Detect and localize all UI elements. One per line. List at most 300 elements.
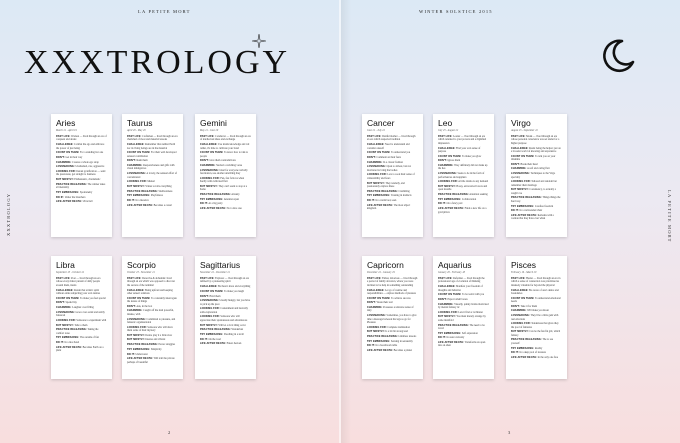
entry-text: Laughter over filling <box>71 306 94 310</box>
entry-text: Possesses a universe sense of duty <box>367 306 414 313</box>
sign-entry <box>200 338 251 341</box>
entry-text: Self expression <box>461 331 478 335</box>
entry-label: LOVEMAKING: <box>127 172 146 176</box>
sign-entry <box>127 338 178 341</box>
sign-entry <box>56 156 107 159</box>
sign-card-libra <box>51 256 112 379</box>
entry-label: TRY EMBRACING: <box>511 346 535 350</box>
entry-label: LIFE AFTER DEATH: <box>438 207 465 211</box>
sign-card-capricorn <box>362 256 423 379</box>
sign-entry <box>200 202 251 205</box>
sign-entry <box>200 333 251 336</box>
entry-text: Wanderlust <box>230 328 244 332</box>
sign-entry <box>127 159 178 162</box>
sign-entry <box>367 156 418 159</box>
entry-text: Consistency, to actually a tough love <box>511 188 556 195</box>
entry-text: Caught off the mad powerful, intense, with <box>127 309 174 316</box>
entry-text: Is a bit bit strong lead <box>384 330 408 334</box>
entry-text: Bossy, extroverted lovers and open mouths <box>438 184 488 192</box>
entry-label: PAST LIFE: <box>127 135 142 138</box>
entry-text: Desire play it a little slow <box>144 333 173 337</box>
sign-entry <box>511 322 562 329</box>
folio-left: 2 <box>168 430 171 435</box>
sign-entry <box>200 324 251 327</box>
entry-text: To understand emotional needs <box>511 296 561 304</box>
entry-label: CHARMING: <box>127 309 143 313</box>
entry-label: LIFE AFTER DEATH: <box>367 203 394 207</box>
entry-text: Instant gratification — send the passionate, get straight to business <box>56 170 106 177</box>
entry-text: Responsiveness and gifts with visual indulgences <box>127 164 175 171</box>
entry-text: Carefree freedom <box>534 204 554 208</box>
entry-label: DO IT: <box>127 199 135 203</box>
sparkle-icon <box>252 34 266 48</box>
entry-label: CHARMING: <box>367 160 383 164</box>
entry-label: LIFE AFTER DEATH: <box>200 207 227 211</box>
sign-entry <box>56 319 107 322</box>
sign-dates: October 23 - November 21 <box>127 271 155 274</box>
sign-name: Leo <box>438 118 453 128</box>
entry-text: The to see yourself <box>511 338 554 345</box>
entry-text: Complete domination <box>386 325 410 329</box>
entry-text: They tenderly, and passionately explore these <box>367 181 405 188</box>
sign-entry <box>56 324 107 327</box>
entry-label: CHALLENGE: <box>200 285 218 289</box>
sign-entry <box>200 143 251 150</box>
sign-entry <box>438 193 489 196</box>
entry-text: To be weird with you <box>461 293 485 297</box>
entry-label: PRACTICE RELEASING: <box>56 328 87 332</box>
sign-entry <box>127 326 178 333</box>
entry-text: At a big party <box>207 202 223 206</box>
entry-label: CHALLENGE: <box>511 146 529 150</box>
sign-entry <box>438 341 489 348</box>
entry-text: Will let a rival thing occur <box>217 323 246 327</box>
entry-text: On the road <box>207 337 221 341</box>
sign-entry <box>56 336 107 339</box>
entry-label: COUNT ON THEM: <box>127 151 151 155</box>
sign-entry <box>56 151 107 154</box>
entry-label: BUT MOSTLY: <box>200 323 218 327</box>
sign-dates: June 21 - July 22 <box>367 129 385 132</box>
sign-entry <box>511 172 562 179</box>
sign-entry <box>511 135 562 145</box>
entry-text: Simplicity <box>150 347 162 351</box>
entry-text: Explorer — lived through an era defined by a pioneering spirit <box>200 277 249 284</box>
sign-entry <box>127 194 178 197</box>
entry-label: PAST LIFE: <box>438 277 453 280</box>
entry-label: DO IT: <box>367 344 375 348</box>
entry-text: To talk you on your dilemma <box>511 154 556 162</box>
entry-text: Crumbling <box>397 189 410 193</box>
entry-text: Tailored and random but remember their marriage <box>511 180 557 187</box>
entry-label: LIFE AFTER DEATH: <box>127 357 154 361</box>
entry-text: Mutual <box>146 180 155 184</box>
entry-text: Under the bleachers <box>64 195 86 199</box>
entry-label: LOOKING FOR: <box>367 325 387 329</box>
entry-label: DO IT: <box>200 202 208 206</box>
entry-label: CHARMING: <box>438 164 454 168</box>
entry-text: Sometimes, you have to give time a message between the legs so go for Pleasure <box>367 314 417 324</box>
entry-text: Collaboration <box>461 197 477 201</box>
sign-entry <box>200 198 251 201</box>
entry-label: COUNT ON THEM: <box>127 296 151 300</box>
sign-entry <box>200 159 251 162</box>
entry-label: DON'T: <box>511 162 520 166</box>
running-head-left: LA PETITE MORT <box>138 9 191 14</box>
entry-label: LOVEMAKING: <box>56 310 75 314</box>
entry-label: TRY EMBRACING: <box>127 347 151 351</box>
entry-text: Committed to pleasure, and fantastic organisational <box>127 317 176 324</box>
entry-label: TRY EMBRACING: <box>56 190 80 194</box>
entry-label: PAST LIFE: <box>56 277 71 280</box>
entry-label: TRY EMBRACING: <box>56 336 80 340</box>
entry-label: LOVEMAKING: <box>511 314 530 318</box>
entry-text: Ideal for everyone verbally fascination, use another unwilling they <box>200 168 248 176</box>
entry-label: LOVEMAKING: <box>438 172 457 176</box>
entry-label: CHARMING: <box>367 306 383 310</box>
entry-label: PAST LIFE: <box>200 135 215 138</box>
sign-entry <box>127 164 178 171</box>
entry-label: LIFE AFTER DEATH: <box>511 213 538 217</box>
sign-entry <box>511 167 562 170</box>
sign-entry <box>56 346 107 353</box>
sign-entry <box>438 155 489 158</box>
sign-entry <box>438 180 489 183</box>
sign-entry <box>511 277 562 287</box>
sign-entry <box>127 297 178 304</box>
sign-entry <box>127 190 178 193</box>
entry-text: Be aware of one's desire and boundaries <box>511 288 559 295</box>
entry-text: The most abject kingdom <box>367 203 411 211</box>
entry-label: PRACTICE RELEASING: <box>438 193 469 197</box>
entry-text: In a boardroom table <box>374 344 398 348</box>
entry-text: Rush them <box>135 159 148 163</box>
entry-text: Reformer — lived through the professional age of evolution of thinking <box>438 277 485 284</box>
sign-entry <box>367 151 418 154</box>
sign-entry <box>367 297 418 300</box>
entry-label: PRACTICE RELEASING: <box>511 338 542 342</box>
entry-label: BUT MOSTLY: <box>511 188 529 192</box>
entry-label: CHALLENGE: <box>56 288 74 292</box>
entry-label: PAST LIFE: <box>438 135 453 138</box>
sign-entry <box>367 289 418 296</box>
entry-label: CHARMING: <box>56 160 72 164</box>
side-label-right: LA PETITE MORT <box>667 190 672 243</box>
sign-entry <box>367 326 418 329</box>
entry-label: TRY EMBRACING: <box>367 339 391 343</box>
entry-label: COUNT ON THEM: <box>200 289 224 293</box>
sign-entry <box>127 353 178 356</box>
sign-name: Aquarius <box>438 260 472 270</box>
sign-entry <box>200 290 251 293</box>
sign-entry <box>56 297 107 300</box>
entry-text: Visually, quirky brains motivated by mental fantasy tic <box>438 302 489 310</box>
entry-label: PRACTICE RELEASING: <box>127 189 158 193</box>
entry-label: COUNT ON THEM: <box>367 151 391 155</box>
sign-entry <box>200 328 251 331</box>
entry-text: Manifest your freedom of thoughts and behavior <box>438 285 483 292</box>
sign-entry <box>367 165 418 172</box>
sign-entry <box>127 172 178 179</box>
entry-label: LOVEMAKING: <box>511 172 530 176</box>
entry-label: COUNT ON THEM: <box>56 151 80 155</box>
sign-dates: November 22 - December 21 <box>200 271 230 274</box>
sign-entry <box>200 193 251 196</box>
sign-entry <box>367 277 418 287</box>
entry-text: Creates a whole ego strap <box>71 160 99 164</box>
entry-label: LOVEMAKING: <box>367 165 386 169</box>
sign-dates: February 19 - March 20 <box>511 271 537 274</box>
sign-entry <box>367 340 418 343</box>
entry-text: Grace over aerial and subtly balanced <box>56 310 105 318</box>
entry-label: DO IT: <box>511 351 519 355</box>
sign-entry <box>127 135 178 142</box>
sign-name: Pisces <box>511 260 537 270</box>
sign-entry <box>56 311 107 318</box>
entry-label: PRACTICE RELEASING: <box>200 328 231 332</box>
sign-entry <box>127 318 178 325</box>
sign-entry <box>56 289 107 296</box>
entry-text: Detective & alchemist: lived through an era which was opposed to discover the secrets of the terminal <box>127 277 176 287</box>
entry-label: CHARMING: <box>438 302 454 306</box>
sign-entry <box>200 277 251 284</box>
entry-label: DO IT: <box>56 341 64 345</box>
sign-entry <box>200 177 251 184</box>
entry-label: LOOKING FOR: <box>200 315 220 319</box>
entry-text: Transforms an open into an alien <box>438 341 486 348</box>
side-label-left: XXXTROLOGY <box>6 192 11 236</box>
entry-label: DON'T: <box>56 155 65 159</box>
entry-label: PAST LIFE: <box>511 135 526 138</box>
sign-entry <box>511 180 562 187</box>
entry-label: TRY EMBRACING: <box>511 204 535 208</box>
entry-label: CHARMING: <box>200 164 216 168</box>
entry-text: Unabashed, raw, aggressive <box>74 165 105 169</box>
sign-card-gemini <box>195 114 256 237</box>
gutter-shadow <box>341 0 351 443</box>
entry-label: LOOKING FOR: <box>127 325 147 329</box>
entry-text: Someone to experiment with <box>75 318 107 322</box>
entry-label: PRACTICE RELEASING: <box>367 335 398 339</box>
entry-text: To know how to talk to people <box>200 151 249 158</box>
entry-label: PRACTICE RELEASING: <box>127 343 158 347</box>
entry-label: DON'T: <box>200 294 209 298</box>
sign-entry <box>438 207 489 214</box>
sign-entry <box>127 204 178 207</box>
entry-text: The winner takes all mentality <box>56 182 106 190</box>
entry-label: CHARMING: <box>511 167 527 171</box>
entry-text: Remember that neither Earth nor its living beings are in the material <box>127 143 176 150</box>
entry-text: Tenderness that gives they the pool of fantasies <box>511 322 559 329</box>
sign-name: Aries <box>56 118 76 128</box>
entry-label: LOOKING FOR: <box>200 307 220 311</box>
entry-text: Expect small boxes <box>446 297 468 301</box>
entry-text: Let go of routine and responsibilities — explore methods of pleasure <box>367 288 416 295</box>
entry-text: The outside of fun <box>79 336 99 340</box>
sign-entry <box>438 159 489 162</box>
sign-dates: December 22 - January 19 <box>367 271 395 274</box>
sign-entry <box>56 165 107 168</box>
sign-entry <box>511 351 562 354</box>
entry-text: Need to understand and consider oneself <box>367 143 410 150</box>
entry-label: CHALLENGE: <box>367 143 385 147</box>
sign-entry <box>438 311 489 314</box>
sign-entry <box>438 185 489 192</box>
entry-label: COUNT ON THEM: <box>511 296 535 300</box>
entry-text: Break their heart <box>519 162 538 166</box>
entry-text: Craftsman — lived through an era cherished of most and material lessons <box>127 135 178 142</box>
sign-entry <box>127 199 178 202</box>
sign-card-leo <box>433 114 494 237</box>
sign-name: Cancer <box>367 118 395 128</box>
sign-entry <box>511 356 562 359</box>
entry-label: DON'T: <box>200 159 209 163</box>
entry-text: Leader — lived through an era which returned to your powers and a dignified impression <box>438 135 487 145</box>
entry-label: LIFE AFTER DEATH: <box>438 341 465 345</box>
entry-label: CHALLENGE: <box>511 288 529 292</box>
sign-entry <box>511 196 562 203</box>
entry-label: TRY EMBRACING: <box>200 197 224 201</box>
entry-label: CHALLENGE: <box>438 146 456 150</box>
entry-text: Give them contradictions <box>208 159 236 163</box>
sign-entry <box>438 198 489 201</box>
entry-label: LOVEMAKING: <box>56 165 75 169</box>
entry-text: Dutiful mother — lived through an era which respected tradition <box>367 135 416 142</box>
entry-text: Open to almost, but not motivated to bring the bodies <box>367 165 411 172</box>
entry-text: Spontaneity <box>79 190 93 194</box>
entry-text: Lets it find or is thinner <box>457 310 483 314</box>
sign-entry <box>200 164 251 167</box>
entry-text: Conductor — lived through an era of intellectual ideas and exchange <box>200 135 251 142</box>
entry-label: CHALLENGE: <box>438 285 456 289</box>
sign-entry <box>367 190 418 193</box>
entry-text: In outer curiosity <box>445 336 465 340</box>
sign-entry <box>56 196 107 199</box>
entry-label: DO IT: <box>511 209 519 213</box>
entry-label: BUT MOSTLY: <box>127 333 145 337</box>
entry-text: Take it for them <box>519 304 538 308</box>
sign-entry <box>56 341 107 344</box>
sign-entry <box>367 143 418 150</box>
sign-entry <box>511 147 562 154</box>
entry-text: Underwater <box>134 352 148 356</box>
entry-label: COUNT ON THEM: <box>438 293 462 297</box>
entry-text: Seeks to be in the form of performances and suppliers <box>438 172 485 179</box>
page-title: XXXTROLOGY <box>24 44 291 81</box>
entry-text: On a fancy pad <box>445 202 463 206</box>
sign-entry <box>367 161 418 164</box>
sign-name: Scorpio <box>127 260 156 270</box>
entry-text: Becomes a planet <box>393 349 412 353</box>
entry-text: Dwelling in a stroll <box>223 332 244 336</box>
sign-entry <box>438 332 489 335</box>
entry-label: LOOKING FOR: <box>511 322 531 326</box>
entry-text: Attention span <box>223 197 239 201</box>
sign-entry <box>438 303 489 310</box>
entry-label: LIFE AFTER DEATH: <box>127 203 154 207</box>
entry-text: In a deep pool of treasure <box>518 351 546 355</box>
entry-label: BUT MOSTLY: <box>438 184 456 188</box>
entry-label: BUT MOSTLY: <box>200 184 218 188</box>
sign-entry <box>438 202 489 205</box>
sign-entry <box>511 205 562 208</box>
entry-text: Poet — lived through an era whose every minor pursuit of dally people around them, ideals <box>56 277 101 287</box>
entry-label: LOOKING FOR: <box>511 180 531 184</box>
sign-card-virgo <box>506 114 567 237</box>
entry-text: Power struggles <box>157 343 176 347</box>
entry-label: BUT MOSTLY: <box>56 323 74 327</box>
sign-entry <box>367 204 418 211</box>
sign-entry <box>511 214 562 221</box>
entry-label: LIFE AFTER DEATH: <box>511 355 538 359</box>
entry-text: Fun, fast follows when hardly with cultivated flair <box>200 176 245 184</box>
entry-text: Will trail the private perhaps of beautiful <box>127 357 175 364</box>
entry-text: In a well-tended chair <box>518 209 543 213</box>
sign-entry <box>127 143 178 150</box>
sign-card-scorpio <box>122 256 183 379</box>
sign-name: Virgo <box>511 118 531 128</box>
entry-text: Attention seeking <box>468 193 488 197</box>
sign-entry <box>200 307 251 314</box>
entry-text: Healer — lived through an era in which a sense of connection was prioritized as intensely valuable far beyond the physical <box>511 277 561 287</box>
sign-entry <box>127 309 178 316</box>
entry-text: You must merely arrange by some manifold <box>438 315 486 322</box>
entry-text: Finds a new life on a gold pillow <box>438 207 487 214</box>
sign-entry <box>200 299 251 306</box>
entry-label: COUNT ON THEM: <box>56 296 80 300</box>
entry-text: In a classic fashion <box>382 160 403 164</box>
sign-entry <box>127 151 178 158</box>
sign-entry <box>367 314 418 324</box>
sign-entry <box>56 301 107 304</box>
entry-text: They can't seem to stop at a home <box>200 184 248 192</box>
entry-text: To constantly interrogate the nature of things <box>127 296 177 304</box>
sign-card-aquarius <box>433 256 494 379</box>
entry-label: PRACTICE RELEASING: <box>200 193 231 197</box>
folio-right: 3 <box>508 430 511 435</box>
sign-name: Capricorn <box>367 260 404 270</box>
sign-name: Taurus <box>127 118 153 128</box>
entry-text: Enthusiastic, charismatic <box>73 178 101 182</box>
entry-text: To make you laugh <box>223 289 244 293</box>
sign-entry <box>200 169 251 176</box>
sign-entry <box>438 315 489 322</box>
entry-text: Get in their way <box>64 155 83 159</box>
entry-text: In a meadow <box>134 199 149 203</box>
sign-entry <box>511 309 562 312</box>
sign-name: Libra <box>56 260 75 270</box>
entry-text: Enters heaven <box>226 342 242 346</box>
crescent-moon-icon <box>600 38 636 74</box>
entry-label: PAST LIFE: <box>200 277 215 280</box>
entry-label: PAST LIFE: <box>127 277 142 280</box>
entry-label: DO IT: <box>438 336 446 340</box>
entry-label: BUT MOSTLY: <box>56 178 74 182</box>
sign-entry <box>200 315 251 322</box>
entry-text: In the only one free <box>537 355 558 359</box>
entry-text: Not a nice one <box>226 207 242 211</box>
sign-entry <box>56 183 107 190</box>
entry-label: TRY EMBRACING: <box>367 194 391 198</box>
sign-entry <box>200 342 251 345</box>
sign-entry <box>438 135 489 145</box>
entry-label: PRACTICE RELEASING: <box>511 196 542 200</box>
entry-text: Someone who will show them some of their mystery <box>127 325 173 333</box>
entry-text: Sensing in sensuality <box>390 339 413 343</box>
entry-text: Resist being the helper; put on a broader world of knowing and experience <box>511 146 561 153</box>
sign-entry <box>200 285 251 288</box>
sign-card-aries <box>51 114 112 237</box>
